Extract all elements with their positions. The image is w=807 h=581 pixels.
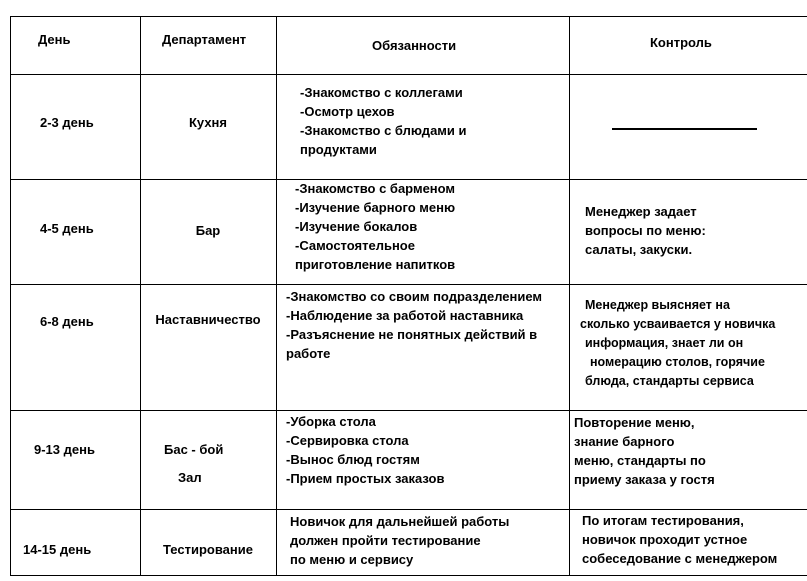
control-line: знание барного — [574, 434, 675, 449]
department-line: Тестирование — [163, 542, 253, 557]
control-line: меню, стандарты по — [574, 453, 706, 468]
row-department — [140, 540, 276, 559]
row-duties — [286, 412, 444, 488]
duty-line: работе — [286, 346, 331, 361]
duty-line: приготовление напитков — [295, 257, 456, 272]
row-divider — [10, 509, 807, 510]
row-control — [582, 511, 777, 568]
duty-line: -Знакомство с блюдами и — [300, 123, 467, 138]
row-day: 6-8 день — [40, 314, 94, 329]
duty-line: -Вынос блюд гостям — [286, 452, 420, 467]
control-line: новичок проходит устное — [582, 532, 748, 547]
row-control — [574, 413, 715, 489]
empty-control-dash — [612, 128, 757, 130]
duty-line: -Изучение бокалов — [295, 219, 418, 234]
department-line: Зал — [178, 470, 202, 485]
control-line: приему заказа у гостя — [574, 472, 715, 487]
column-divider — [10, 16, 11, 576]
row-divider — [10, 575, 807, 576]
duty-line: по меню и сервису — [290, 552, 414, 567]
header-control: Контроль — [650, 35, 712, 50]
row-duties — [286, 287, 542, 363]
row-divider — [10, 16, 807, 17]
row-day: 2-3 день — [40, 115, 94, 130]
control-line: Менеджер выясняет на — [585, 298, 730, 312]
row-duties — [290, 512, 509, 569]
row-day: 14-15 день — [23, 542, 92, 557]
header-duties: Обязанности — [372, 38, 457, 53]
department-line: Наставничество — [155, 312, 261, 327]
duty-line: -Наблюдение за работой наставника — [286, 308, 524, 323]
control-line: информация, знает ли он — [585, 336, 744, 350]
duty-line: -Знакомство с коллегами — [300, 85, 463, 100]
row-department — [140, 310, 276, 329]
row-divider — [10, 410, 807, 411]
row-divider — [10, 74, 807, 75]
control-line: салаты, закуски. — [585, 242, 693, 257]
control-line: собеседование с менеджером — [582, 551, 778, 566]
control-line: По итогам тестирования, — [582, 513, 744, 528]
row-control — [580, 296, 775, 391]
duty-line: -Знакомство с барменом — [295, 181, 456, 196]
duty-line: -Разъяснение не понятных действий в — [286, 327, 538, 342]
duty-line: -Знакомство со своим подразделением — [286, 289, 543, 304]
duty-line: -Самостоятельное — [295, 238, 415, 253]
control-line: Менеджер задает — [585, 204, 697, 219]
header-day: День — [38, 32, 71, 47]
column-divider — [276, 16, 277, 576]
row-day: 4-5 день — [40, 221, 94, 236]
control-line: сколько усваивается у новичка — [580, 317, 776, 331]
row-department — [140, 113, 276, 132]
duty-line: Новичок для дальнейшей работы — [290, 514, 510, 529]
duty-line: -Сервировка стола — [286, 433, 409, 448]
control-line: блюда, стандарты сервиса — [585, 374, 754, 388]
column-divider — [569, 16, 570, 576]
control-line: Повторение меню, — [574, 415, 695, 430]
control-line: номерацию столов, горячие — [590, 355, 765, 369]
duty-line: должен пройти тестирование — [290, 533, 481, 548]
column-divider — [140, 16, 141, 576]
duty-line: -Уборка стола — [286, 414, 376, 429]
department-line: Кухня — [189, 115, 227, 130]
row-day: 9-13 день — [34, 442, 95, 457]
department-line: Бас - бой — [164, 442, 224, 457]
row-divider — [10, 284, 807, 285]
duty-line: -Изучение барного меню — [295, 200, 456, 215]
row-department — [164, 436, 223, 492]
row-duties — [300, 83, 467, 159]
row-duties — [295, 179, 455, 274]
department-line: Бар — [195, 223, 221, 238]
header-department: Департамент — [162, 32, 247, 47]
row-control — [585, 202, 706, 259]
control-line: вопросы по меню: — [585, 223, 706, 238]
duty-line: -Прием простых заказов — [286, 471, 445, 486]
row-department — [140, 221, 276, 240]
onboarding-table — [10, 16, 807, 576]
duty-line: -Осмотр цехов — [300, 104, 395, 119]
duty-line: продуктами — [300, 142, 377, 157]
